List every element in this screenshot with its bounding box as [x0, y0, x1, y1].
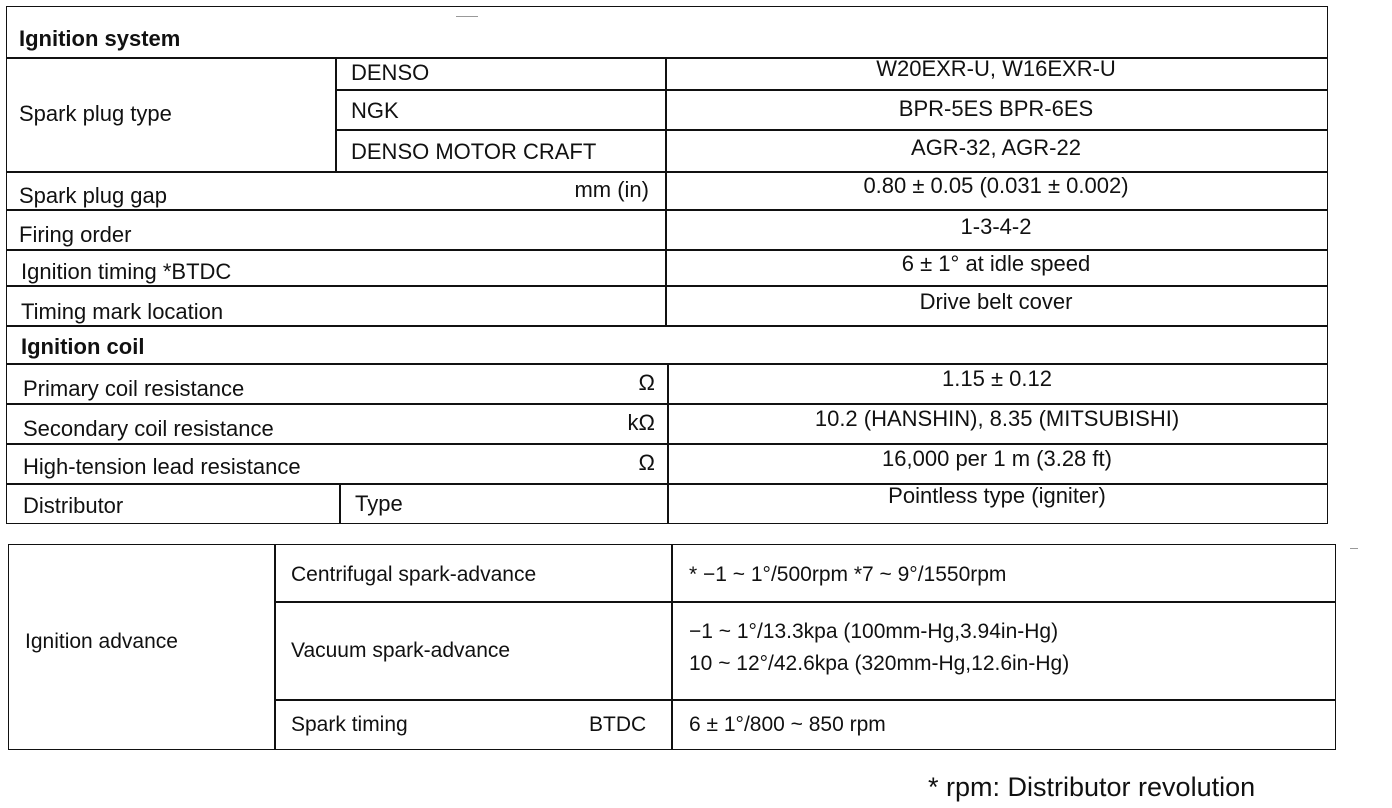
- ignition-timing-label: Ignition timing *BTDC: [21, 259, 232, 284]
- distributor-type-value: Pointless type (igniter): [888, 483, 1106, 508]
- vacuum-advance-value-line1: −1 ~ 1°/13.3kpa (100mm-Hg,3.94in-Hg): [689, 620, 1059, 644]
- column-divider: [335, 57, 337, 171]
- spark-plug-value-ngk: BPR-5ES BPR-6ES: [898, 96, 1094, 121]
- spark-plug-type-label: Spark plug type: [19, 101, 172, 126]
- spark-plug-value-denso-motor-craft: AGR-32, AGR-22: [911, 135, 1081, 160]
- spark-plug-gap-unit: mm (in): [574, 177, 649, 202]
- spark-timing-label: Spark timing: [291, 713, 408, 737]
- row-divider: [274, 601, 1335, 603]
- spark-plug-brand-denso-motor-craft: DENSO MOTOR CRAFT: [351, 139, 597, 164]
- spark-plug-brand-denso: DENSO: [351, 60, 430, 85]
- column-divider: [339, 483, 341, 523]
- firing-order-value: 1-3-4-2: [960, 214, 1032, 239]
- spark-plug-gap-label: Spark plug gap: [19, 183, 167, 208]
- secondary-coil-resistance-unit: kΩ: [627, 410, 655, 435]
- distributor-type-label: Type: [355, 491, 403, 516]
- vacuum-advance-value-line2: 10 ~ 12°/42.6kpa (320mm-Hg,12.6in-Hg): [689, 652, 1070, 676]
- secondary-coil-resistance-label: Secondary coil resistance: [23, 416, 274, 441]
- high-tension-lead-resistance-label: High-tension lead resistance: [23, 454, 301, 479]
- spark-timing-value: 6 ± 1°/800 ~ 850 rpm: [689, 713, 886, 737]
- centrifugal-advance-label: Centrifugal spark-advance: [291, 563, 537, 587]
- timing-mark-location-value: Drive belt cover: [919, 289, 1073, 314]
- footnote: * rpm: Distributor revolution: [928, 772, 1256, 802]
- scan-mark: [1350, 548, 1358, 549]
- spark-timing-unit: BTDC: [589, 713, 647, 737]
- high-tension-lead-resistance-value: 16,000 per 1 m (3.28 ft): [882, 446, 1112, 471]
- ignition-spec-table: [6, 6, 1328, 524]
- distributor-label: Distributor: [23, 493, 124, 518]
- high-tension-lead-resistance-unit: Ω: [638, 450, 655, 475]
- primary-coil-resistance-value: 1.15 ± 0.12: [942, 366, 1052, 391]
- ignition-timing-value: 6 ± 1° at idle speed: [901, 251, 1091, 276]
- vacuum-advance-label: Vacuum spark-advance: [291, 639, 511, 663]
- primary-coil-resistance-unit: Ω: [638, 370, 655, 395]
- spark-plug-brand-ngk: NGK: [351, 98, 399, 123]
- primary-coil-resistance-label: Primary coil resistance: [23, 376, 245, 401]
- spark-plug-value-denso: W20EXR-U, W16EXR-U: [876, 56, 1116, 81]
- timing-mark-location-label: Timing mark location: [21, 299, 224, 324]
- centrifugal-advance-value: * −1 ~ 1°/500rpm *7 ~ 9°/1550rpm: [689, 563, 1007, 587]
- ignition-advance-label: Ignition advance: [25, 630, 178, 654]
- spark-plug-gap-value: 0.80 ± 0.05 (0.031 ± 0.002): [863, 173, 1129, 198]
- section-heading-ignition-coil: Ignition coil: [21, 334, 145, 359]
- secondary-coil-resistance-value: 10.2 (HANSHIN), 8.35 (MITSUBISHI): [814, 406, 1180, 431]
- ignition-advance-table: [8, 544, 1336, 750]
- column-divider: [671, 545, 673, 749]
- firing-order-label: Firing order: [19, 222, 132, 247]
- column-divider: [274, 545, 276, 749]
- section-heading-ignition-system: Ignition system: [19, 26, 181, 51]
